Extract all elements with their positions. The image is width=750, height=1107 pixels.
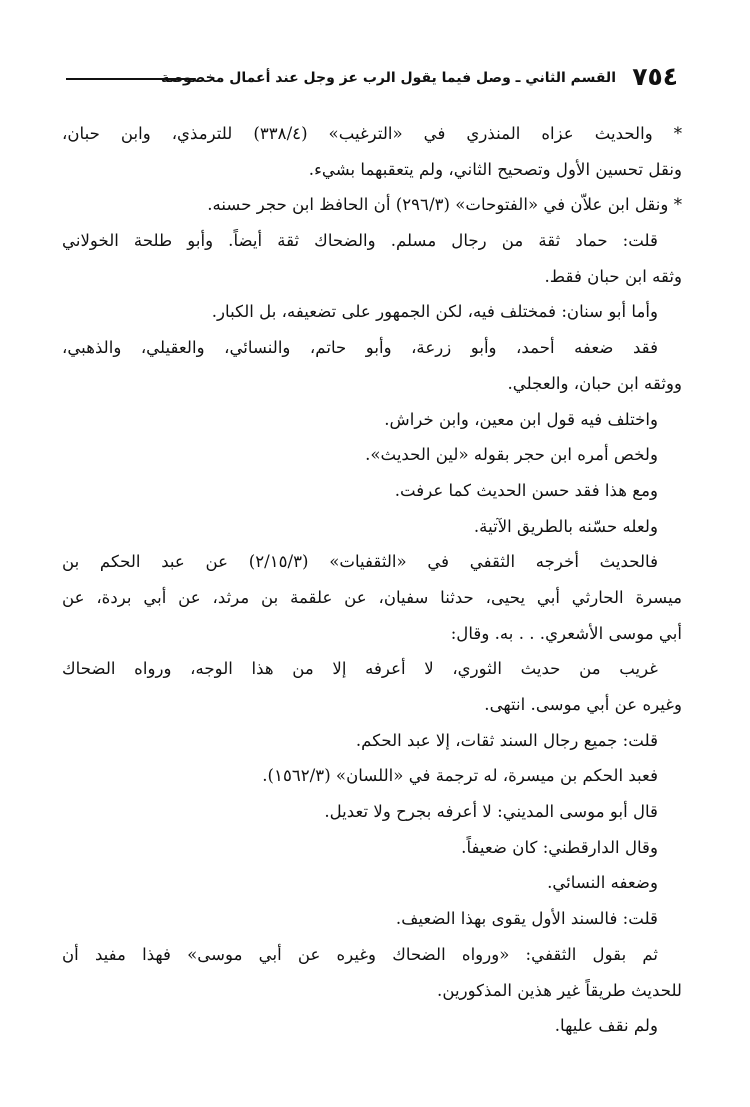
text-line: * ونقل ابن علاّن في «الفتوحات» (٢٩٦/٣) أن الحافظ ابن حجر حسنه. xyxy=(207,195,682,215)
text-line: أبي موسى الأشعري. . . به. وقال: xyxy=(450,623,682,643)
text-line: وضعفه النسائي. xyxy=(547,873,658,893)
text-line: غريب من حديث الثوري، لا أعرفه إلا من هذا الوجه، ورواه الضحاك xyxy=(62,659,658,679)
header-rule xyxy=(66,78,194,80)
text-line: قلت: فالسند الأول يقوى بهذا الضعيف. xyxy=(395,909,658,929)
text-line: ثم بقول الثقفي: «ورواه الضحاك وغيره عن أبي موسى» فهذا مفيد أن xyxy=(62,944,658,964)
text-line: قلت: حماد ثقة من رجال مسلم. والضحاك ثقة أيضاً. وأبو طلحة الخولاني xyxy=(62,231,658,251)
text-line: ولخص أمره ابن حجر بقوله «لين الحديث». xyxy=(365,445,658,465)
text-line: * والحديث عزاه المنذري في «الترغيب» (٣٣٨/٤) للترمذي، وابن حبان، xyxy=(62,124,682,143)
text-line: فالحديث أخرجه الثقفي في «الثقفيات» (٢/١٥/٣) عن عبد الحكم بن xyxy=(62,552,658,572)
text-line: ولعله حسّنه بالطريق الآتية. xyxy=(473,516,658,536)
text-line: ولم نقف عليها. xyxy=(554,1016,658,1036)
text-line: ووثقه ابن حبان، والعجلي. xyxy=(507,373,682,393)
page-number: ٧٥٤ xyxy=(632,62,678,91)
text-line: وأما أبو سنان: فمختلف فيه، لكن الجمهور على تضعيفه، بل الكبار. xyxy=(211,302,658,322)
text-line: ومع هذا فقد حسن الحديث كما عرفت. xyxy=(394,480,658,500)
text-line: قال أبو موسى المديني: لا أعرفه بجرح ولا تعديل. xyxy=(324,802,658,822)
text-line: وقال الدارقطني: كان ضعيفاً. xyxy=(461,837,658,857)
page-body xyxy=(62,116,682,1044)
text-line: واختلف فيه قول ابن معين، وابن خراش. xyxy=(384,409,658,429)
text-line: ونقل تحسين الأول وتصحيح الثاني، ولم يتعقبهما بشيء. xyxy=(308,159,682,179)
text-line: فقد ضعفه أحمد، وأبو زرعة، وأبو حاتم، والنسائي، والعقيلي، والذهبي، xyxy=(62,338,658,358)
text-line: للحديث طريقاً غير هذين المذكورين. xyxy=(437,980,682,1000)
text-line: ميسرة الحارثي أبي يحيى، حدثنا سفيان، عن علقمة بن مرثد، عن أبي بردة، عن xyxy=(62,587,682,607)
text-line: وثقه ابن حبان فقط. xyxy=(544,266,682,286)
page-header xyxy=(66,62,678,96)
running-title: القسم الثاني ـ وصل فيما يقول الرب عز وجل عند أعمال مخصوصة xyxy=(161,70,616,86)
text-line: فعبد الحكم بن ميسرة، له ترجمة في «اللسان» (١٥٦٢/٣). xyxy=(262,766,658,786)
text-line: وغيره عن أبي موسى. انتهى. xyxy=(484,695,682,714)
text-line: قلت: جميع رجال السند ثقات، إلا عبد الحكم. xyxy=(355,730,658,750)
